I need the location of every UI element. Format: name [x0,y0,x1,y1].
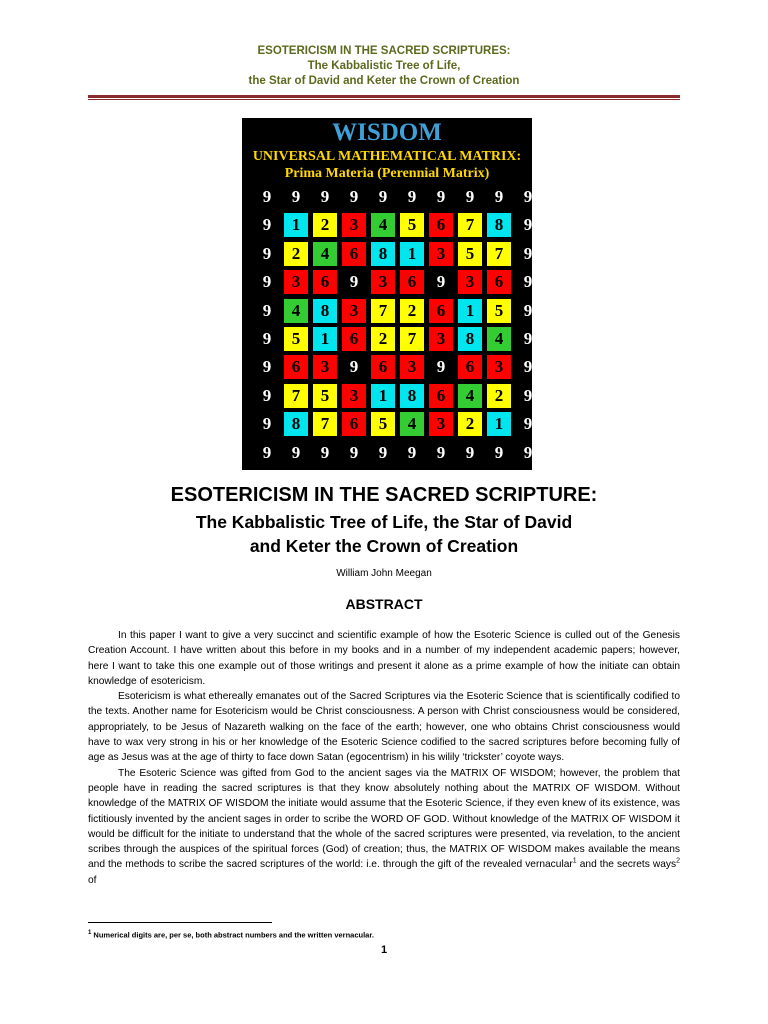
matrix-cell: 6 [283,354,309,380]
matrix-cell: 7 [370,298,396,324]
footnote-marker: 1 [88,930,92,936]
matrix-border-cell: 9 [320,442,330,462]
matrix-border-cell: 9 [523,329,533,348]
matrix-border-cell: 9 [320,187,330,206]
matrix-border-cell: 9 [523,272,533,292]
footnote-ref-2: 2 [676,858,681,866]
matrix-border-cell: 9 [523,187,533,206]
matrix-border-cell: 9 [523,215,533,235]
footnote-separator [88,922,272,923]
paper-subtitle-line-1: The Kabbalistic Tree of Life, the Star of David [195,512,573,532]
matrix-cell: 3 [457,269,483,295]
matrix-cell: 7 [283,383,309,409]
matrix-cell: 6 [457,354,483,380]
wisdom-matrix-figure [242,118,532,470]
matrix-cell: 8 [312,298,338,324]
abstract-heading: ABSTRACT [345,596,423,612]
matrix-border-cell: 9 [465,187,475,206]
matrix-border-cell: 9 [523,414,533,434]
matrix-cell: 3 [486,354,512,380]
matrix-cell: 7 [312,411,338,437]
matrix-border-cell: 9 [523,300,533,320]
matrix-border-cell: 9 [407,442,417,462]
matrix-cell: 5 [283,326,309,352]
matrix-border-cell: 9 [262,329,272,348]
matrix-cell: 2 [457,411,483,437]
matrix-cell: 6 [341,411,367,437]
matrix-cell: 2 [312,212,338,238]
paragraph-3 [88,766,680,888]
matrix-cell: 4 [283,298,309,324]
matrix-cell: 2 [399,298,425,324]
header-rule-thin [88,99,680,100]
matrix-border-cell: 9 [262,300,272,320]
matrix-cell: 1 [283,212,309,238]
matrix-border-cell: 9 [262,385,272,405]
matrix-border-cell: 9 [262,215,272,235]
matrix-subtitle [242,148,532,182]
matrix-cell: 4 [399,411,425,437]
paragraph-1: In this paper I want to give a very succinct and scientific example of how the Esoteric Science is culled out of the Genesis Creation Account. I have written about this before in my books and in a number of my independent academic papers; however, here I want to take this one example out of those writings and present it alone as a prime example of how the initiate can obtain knowledge of esotericism. [88,630,680,687]
matrix-cell: 3 [428,241,454,267]
matrix-cell: 3 [370,269,396,295]
matrix-border-cell: 9 [407,187,417,206]
matrix-border-cell: 9 [262,243,272,263]
matrix-border-cell: 9 [291,187,301,206]
matrix-border-cell: 9 [262,272,272,292]
matrix-border-cell: 9 [349,442,359,462]
matrix-subtitle-line-1: UNIVERSAL MATHEMATICAL MATRIX: [252,149,522,164]
matrix-cell: 6 [486,269,512,295]
matrix-border-cell: 9 [349,187,359,206]
matrix-cell: 5 [399,212,425,238]
matrix-cell: 8 [370,241,396,267]
paragraph-2: Esotericism is what ethereally emanates out of the Sacred Scriptures via the Esoteric Science that is scientifically codified to the texts. Another name for Esotericism would be Christ consciousness. A person with Christ consciousness would be considered, appropriately, to be Jesus of Nazareth walking on the face of the earth; however, one who obtains Christ consciousness would have to wax very strong in his or her knowledge of the Esoteric Science codified to the sacred scriptures before becoming fully of age as Jesus was at the age of thirty to face down Satan (egocentrism) in his wilily ‘trickster’ coyote ways. [88,691,680,764]
running-header [0,44,768,89]
matrix-border-cell: 9 [378,442,388,462]
matrix-cell: 8 [283,411,309,437]
matrix-title: WISDOM [332,119,442,146]
footnote-1 [88,930,680,940]
matrix-cell: 5 [457,241,483,267]
matrix-cell: 5 [370,411,396,437]
header-rule-thick [88,95,680,98]
abstract-body [88,628,680,888]
matrix-border-cell: 9 [378,187,388,206]
matrix-border-cell: 9 [262,357,272,377]
paragraph-3-mid: and the secrets ways [576,859,677,871]
footnote-ref-1: 1 [572,858,577,866]
matrix-border-cell: 9 [523,357,533,377]
matrix-cell: 3 [428,326,454,352]
matrix-border-cell: 9 [523,442,533,462]
matrix-cell: 6 [428,298,454,324]
matrix-cell: 6 [341,326,367,352]
matrix-grid [242,182,532,468]
matrix-cell: 1 [370,383,396,409]
author-name: William John Meegan [336,568,432,579]
header-line-1: ESOTERICISM IN THE SACRED SCRIPTURES: [257,45,511,57]
matrix-cell: 7 [399,326,425,352]
header-line-3: the Star of David and Keter the Crown of Creation [248,75,520,87]
matrix-cell: 6 [370,354,396,380]
matrix-cell: 5 [312,383,338,409]
paper-title: ESOTERICISM IN THE SACRED SCRIPTURE: [170,484,598,506]
matrix-subtitle-line-2: Prima Materia (Perennial Matrix) [284,166,490,181]
matrix-cell: 4 [370,212,396,238]
matrix-border-cell: 9 [436,442,446,462]
matrix-border-cell: 9 [465,442,475,462]
matrix-cell: 3 [312,354,338,380]
matrix-cell: 9 [428,354,454,380]
matrix-cell: 4 [457,383,483,409]
matrix-border-cell: 9 [262,414,272,434]
matrix-cell: 3 [428,411,454,437]
matrix-border-cell: 9 [436,187,446,206]
footnote-text: Numerical digits are, per se, both abstract numbers and the written vernacular. [91,930,374,940]
paragraph-3-text: The Esoteric Science was gifted from God to the ancient sages via the MATRIX OF WISDOM; however, the problem that people have in reading the sacred scriptures is that they know absolutely nothing about the MATRIX OF WISDOM. Without knowledge of the MATRIX OF WISDOM the initiate would assume that the Esoteric Science, if they even knew of its existence, was fictitiously invented by the ancient sages in order to scribe the WORD OF GOD. Without knowledge of the MATRIX OF WISDOM it would be difficult for the initiate to understand that the whole of the sacred scriptures were presented, via revelation, to the ancient scribes through the auspices of the spiritual forces (God) of creation; thus, the MATRIX OF WISDOM makes available the means and the methods to scribe the sacred scriptures of the world: i.e. through the gift of the revealed vernacular [88,767,680,871]
matrix-cell: 6 [428,383,454,409]
page-number: 1 [380,944,388,956]
matrix-cell: 3 [341,298,367,324]
matrix-cell: 7 [457,212,483,238]
header-line-2: The Kabbalistic Tree of Life, [307,60,461,72]
matrix-border-cell: 9 [494,442,504,462]
matrix-border-cell: 9 [262,187,272,206]
matrix-border-cell: 9 [494,187,504,206]
matrix-cell: 1 [457,298,483,324]
matrix-cell: 3 [341,212,367,238]
matrix-cell: 7 [486,241,512,267]
matrix-cell: 2 [370,326,396,352]
matrix-cell: 8 [457,326,483,352]
matrix-cell: 2 [283,241,309,267]
matrix-border-cell: 9 [262,442,272,462]
matrix-cell: 8 [399,383,425,409]
matrix-border-cell: 9 [523,243,533,263]
matrix-cell: 6 [312,269,338,295]
matrix-cell: 1 [486,411,512,437]
matrix-cell: 4 [486,326,512,352]
matrix-cell: 2 [486,383,512,409]
matrix-cell: 6 [399,269,425,295]
matrix-cell: 3 [283,269,309,295]
matrix-cell: 3 [341,383,367,409]
matrix-cell: 1 [312,326,338,352]
matrix-cell: 5 [486,298,512,324]
matrix-cell: 8 [486,212,512,238]
matrix-cell: 6 [341,241,367,267]
matrix-border-cell: 9 [523,385,533,405]
matrix-cell: 3 [399,354,425,380]
matrix-cell: 9 [341,354,367,380]
matrix-cell: 1 [399,241,425,267]
matrix-cell: 9 [341,269,367,295]
paper-subtitle-line-2: and Keter the Crown of Creation [249,536,519,556]
matrix-cell: 4 [312,241,338,267]
matrix-border-cell: 9 [291,442,301,462]
paragraph-3-end: of [88,874,97,886]
matrix-cell: 9 [428,269,454,295]
matrix-cell: 6 [428,212,454,238]
